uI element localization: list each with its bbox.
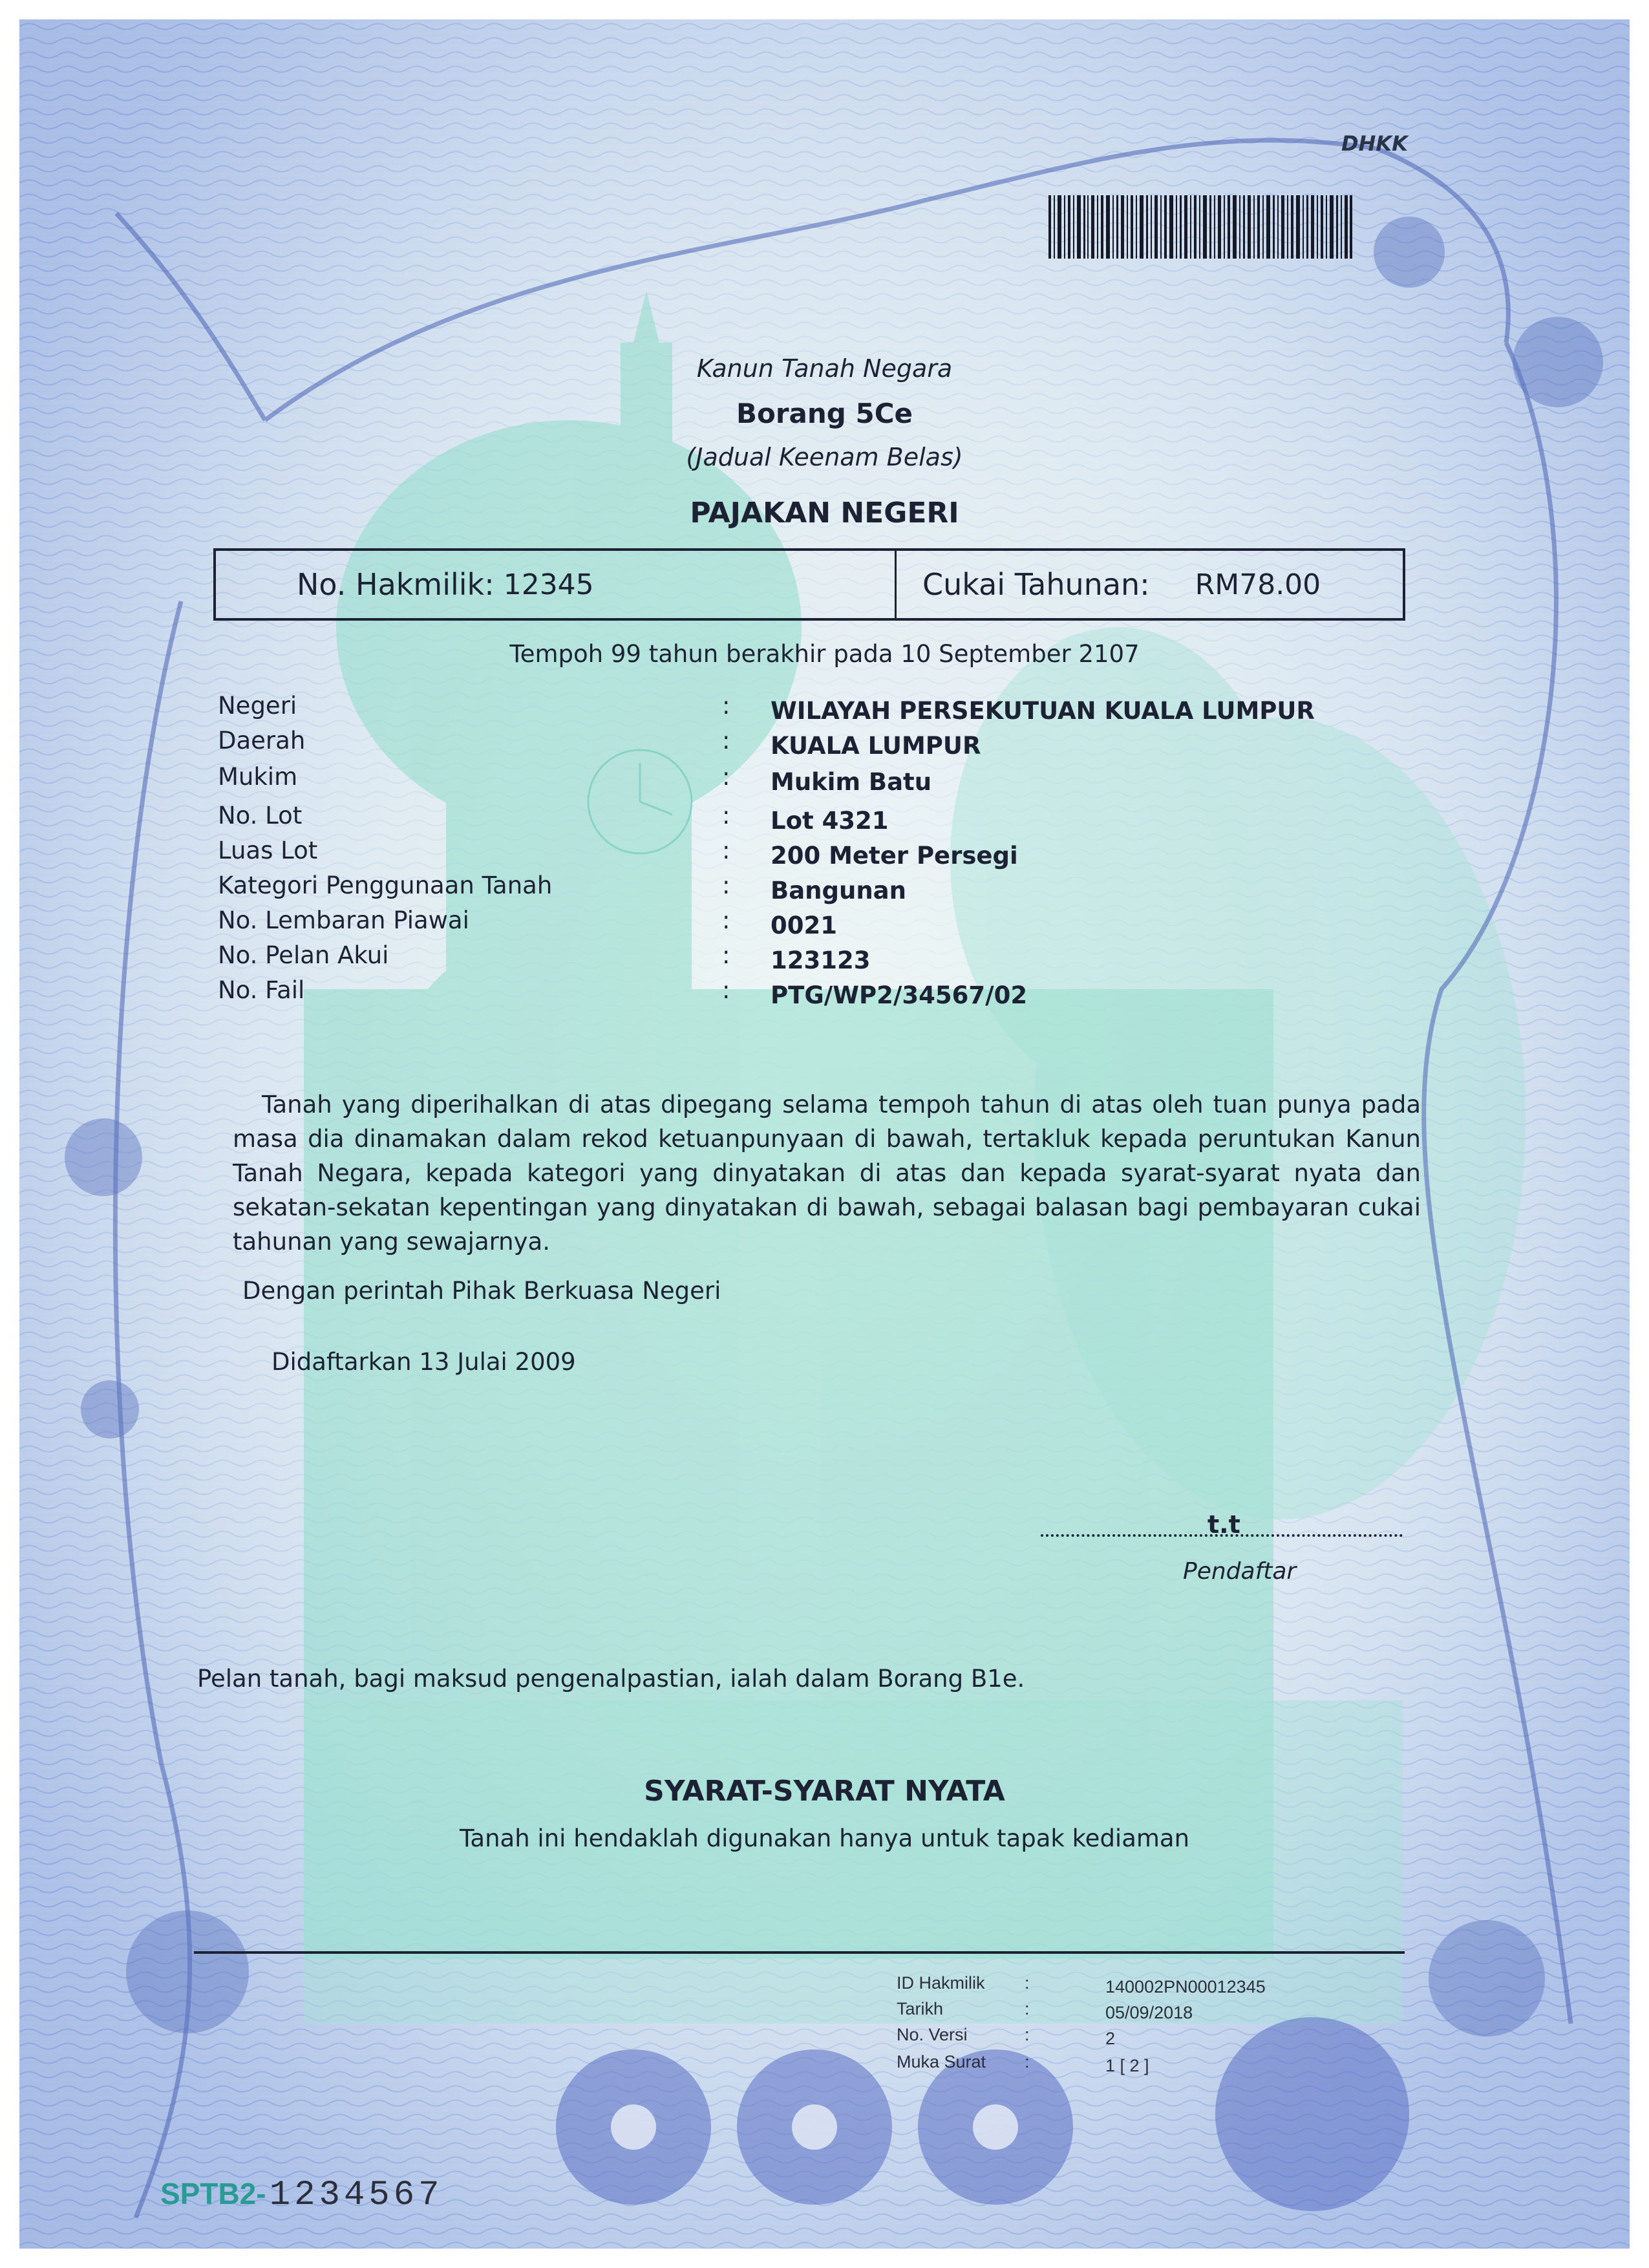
registration-date: Didaftarkan 13 Julai 2009 <box>271 1348 576 1376</box>
meta-label: Tarikh <box>897 1999 944 2018</box>
document-title: PAJAKAN NEGERI <box>690 497 959 530</box>
title-number-value: 12345 <box>503 568 594 601</box>
document-code: DHKK <box>1341 131 1408 156</box>
detail-colon: : <box>722 976 730 1004</box>
form-name: Borang 5Ce <box>736 398 913 429</box>
meta-value: 1 [ 2 ] <box>1105 2056 1149 2075</box>
meta-label: Muka Surat <box>897 2052 986 2071</box>
title-number-cell <box>216 551 897 618</box>
meta-value: 140002PN00012345 <box>1105 1977 1266 1996</box>
detail-value: PTG/WP2/34567/02 <box>771 981 1028 1009</box>
title-number-label: No. Hakmilik: <box>297 567 495 602</box>
meta-colon: : <box>1025 2052 1030 2071</box>
authority-line: Dengan perintah Pihak Berkuasa Negeri <box>242 1277 721 1305</box>
detail-value: WILAYAH PERSEKUTUAN KUALA LUMPUR <box>771 697 1315 725</box>
annual-tax-value: RM78.00 <box>1195 568 1321 601</box>
detail-label: Negeri <box>218 692 297 720</box>
meta-row <box>897 2025 1349 2052</box>
meta-label: No. Versi <box>897 2025 968 2044</box>
detail-value: 123123 <box>771 947 871 974</box>
detail-row <box>218 727 1317 762</box>
lease-term: Tempoh 99 tahun berakhir pada 10 September 2107 <box>509 640 1140 668</box>
detail-row <box>218 763 1317 798</box>
detail-label: Kategori Penggunaan Tanah <box>218 872 553 899</box>
detail-row <box>218 941 1317 976</box>
detail-row <box>218 837 1317 872</box>
detail-row <box>218 802 1317 837</box>
detail-label: Mukim <box>218 763 298 791</box>
meta-colon: : <box>1025 2025 1030 2044</box>
schedule-name: (Jadual Keenam Belas) <box>686 443 963 471</box>
act-name: Kanun Tanah Negara <box>696 354 953 383</box>
detail-value: Mukim Batu <box>771 768 932 796</box>
registrar-label: Pendaftar <box>1183 1558 1297 1585</box>
tenure-paragraph: Tanah yang diperihalkan di atas dipegang selama tempoh tahun di atas oleh tuan punya pada masa dia dinamakan dalam rekod ketuanpunyaan di bawah, tertakluk kepada peruntukan Kanun Tanah Negara, kepada kategori yang dinyatakan di atas dan kepada syarat-syarat nyata dan sekatan-sekatan kepentingan yang dinyatakan di bawah, sebagai balasan bagi pembayaran cukai tahunan yang sewajarnya. <box>233 1091 1421 1256</box>
detail-label: No. Pelan Akui <box>218 941 389 969</box>
detail-label: No. Lot <box>218 802 303 829</box>
conditions-heading: SYARAT-SYARAT NYATA <box>644 1775 1005 1808</box>
detail-value: 0021 <box>771 912 837 939</box>
document-sheet <box>19 19 1630 2249</box>
detail-row <box>218 692 1317 727</box>
serial-number <box>160 2176 443 2215</box>
footer-divider <box>194 1951 1405 1954</box>
detail-label: Daerah <box>218 727 306 754</box>
detail-colon: : <box>722 872 730 899</box>
meta-value: 2 <box>1105 2029 1116 2048</box>
detail-row <box>218 906 1317 941</box>
footer-metadata <box>897 1973 1349 2090</box>
detail-colon: : <box>722 692 730 720</box>
detail-colon: : <box>722 802 730 829</box>
meta-row <box>897 1973 1349 2000</box>
detail-colon: : <box>722 763 730 791</box>
summary-box <box>213 548 1405 621</box>
detail-label: Luas Lot <box>218 837 318 864</box>
detail-colon: : <box>722 837 730 864</box>
serial-prefix: SPTB2- <box>160 2177 266 2210</box>
detail-row <box>218 976 1317 1011</box>
detail-colon: : <box>722 941 730 969</box>
meta-label: ID Hakmilik <box>897 1973 985 1993</box>
detail-value: Bangunan <box>771 877 906 904</box>
detail-row <box>218 872 1317 906</box>
detail-value: 200 Meter Persegi <box>771 842 1018 870</box>
detail-label: No. Fail <box>218 976 305 1004</box>
annual-tax-cell <box>897 551 1403 618</box>
meta-row <box>897 1999 1349 2026</box>
detail-colon: : <box>722 727 730 754</box>
detail-value: KUALA LUMPUR <box>771 732 981 760</box>
land-plan-note: Pelan tanah, bagi maksud pengenalpastian, ialah dalam Borang B1e. <box>197 1665 1025 1693</box>
meta-colon: : <box>1025 1973 1030 1993</box>
conditions-text: Tanah ini hendaklah digunakan hanya untuk tapak kediaman <box>459 1824 1190 1852</box>
meta-value: 05/09/2018 <box>1105 2003 1193 2022</box>
barcode-graphic <box>1048 195 1352 259</box>
meta-colon: : <box>1025 1999 1030 2018</box>
annual-tax-label: Cukai Tahunan: <box>922 567 1150 602</box>
signature-mark: t.t <box>1207 1510 1240 1539</box>
detail-label: No. Lembaran Piawai <box>218 906 469 934</box>
meta-row <box>897 2052 1349 2079</box>
serial-digits: 1234567 <box>269 2176 443 2215</box>
detail-value: Lot 4321 <box>771 807 889 835</box>
detail-colon: : <box>722 906 730 934</box>
